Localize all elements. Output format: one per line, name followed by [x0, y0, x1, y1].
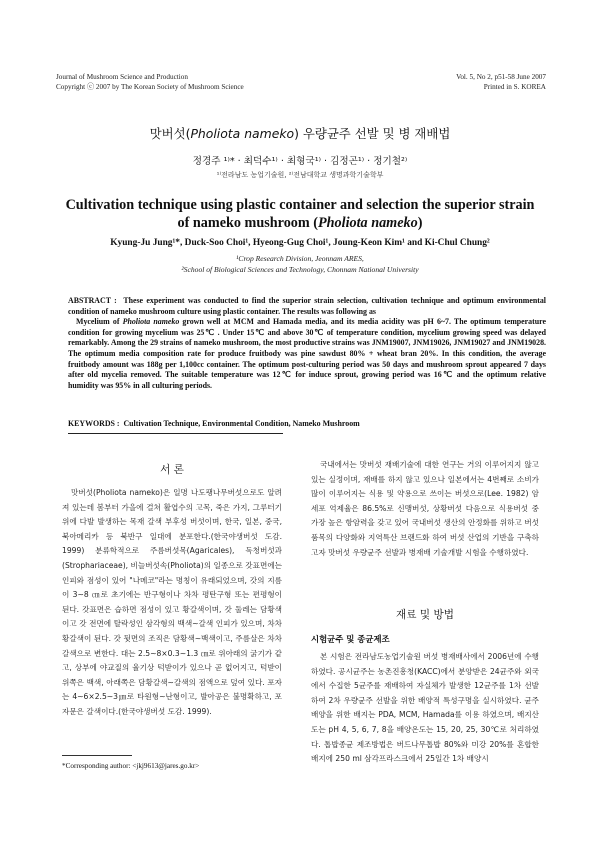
journal-header-left — [56, 72, 244, 92]
abstract-p2: grown well at MCM and Hamada media, and its media acidity was pH 6~7. The optimum temperature condition for growing mycelium was 25℃ . Under 15℃ and above 30℃ of temperature condition, mycelium growing speed was delayed remarkably. Among the 29 strains of nameko mushroom, the most productive strains was JNM19007, JNM19026, JNM19027 and JNM19028. The optimum media composition rate for produce fruitbody was pine sawdust 80% + wheat bran 20%. In this condition, the average fruitbody amount was 188g per 1,100cc container. The optimum post-culturing period was 50 days and mushroom sprout appeared 7 days after old mycelia removed. The suitable temperature was 12℃ for induce sprout, growing period was 16℃ and the optimum relative humidity was 95% in all culturing periods. — [68, 317, 546, 390]
volume-info: Vol. 5, No 2, p51-58 June 2007 — [456, 73, 546, 81]
abstract-species: Pholiota nameko — [122, 317, 180, 327]
korean-affiliation: ¹⁾전라남도 농업기술원, ²⁾전남대학교 생명과학기술학부 — [216, 171, 384, 179]
keywords-text: Cultivation Technique, Environmental Condition, Nameko Mushroom — [123, 419, 360, 428]
printed-in: Printed in S. KOREA — [483, 83, 546, 91]
english-title-species: Pholiota nameko — [317, 215, 418, 231]
methods-paragraph: 본 시험은 전라남도농업기술원 버섯 병재배사에서 2006년에 수행하였다. 공시균주는 농촌진흥청(KACC)에서 분양받은 24균주와 외국에서 수집한 5균주를 재배하여 자실체가 발생한 12균주를 1차 선발하여 2차 우량균주 선발을 위한 배양적 특성구명을 실시하였다. 균주배양을 위한 배지는 PDA, MCM, Hamada를 이용 하였으며, 배지산도는 pH 4, 5, 6, 7, 8을 배양온도는 15, 20, 25, 30℃로 처리하였다. 톱밥종균 제조방법은 버드나무톱밥 80%와 미강 20%를 혼합한 배지에 250 ml 삼각프라스크에서 25일간 1차 배양시 — [311, 652, 539, 764]
journal-name: Journal of Mushroom Science and Production — [56, 73, 188, 81]
keywords-label: KEYWORDS : — [68, 419, 120, 428]
intro-heading: 서 론 — [160, 464, 184, 476]
intro-paragraph: 맛버섯(Pholiota nameko)은 일명 나도팽나무버섯으로도 알려져 있는데 봄부터 가을에 걸쳐 활엽수의 고목, 죽은 가지, 그루터기 위에 다발 발생하는 목재 갈색 부후성 버섯이며, 한국, 일본, 중국, 북아메리카 등 북반구 일대에 분포한다.(한국야생버섯 도감. 1999) 분류학적으로 주름버섯목(Agaricales), 독청버섯과(Strophariaceae), 비늘버섯속(Pholiota)의 일종으로 갓표면에는 인피와 점성이 있어 "나메코"라는 명칭이 유래되었으며, 갓의 지름이 3~8 ㎝로 초기에는 반구형이나 차차 평탄구형 또는 편평형이 된다. 갓표면은 습하면 점성이 있고 황갈색이며, 갓 둘레는 담황색이고 갓 전면에 탈락성인 삼각형의 백색~갈색 인피가 있으며, 차차 황갈색이 된다. 갓 뒷면의 조직은 담황색~백색이고, 주름살은 차차 갈색으로 변한다. 대는 2.5~8×0.3~1.3 ㎝로 위아래의 굵기가 같고, 상부에 야교질의 율기상 턱받이가 있으나 곧 없어지고, 턱받이 위쪽은 백색, 아래쪽은 담황갈색~갈색의 점액으로 덮여 있다. 포자는 4~6×2.5~3㎛로 타원형~난형이고, 발아공은 불명확하고, 포자문은 갈색이다.(한국야생버섯 도감. 1999). — [62, 488, 282, 716]
korean-authors: 정경주 ¹⁾* · 최덕수¹⁾ · 최형국¹⁾ · 김정곤¹⁾ · 정기철²⁾ — [192, 156, 408, 167]
abstract: ABSTRACT : These experiment was conducted to find the superior strain selection, cultivation technique and optimum environmental condition of nameko mushroom culture using plastic container. The results was following as Mycelium of Pholiota nameko grown well at MCM and Hamada media, and its media acidity was pH 6~7. The optimum temperature condition for growing mycelium was 25℃ . Under 15℃ and above 30℃ of temperature condition, mycelium growing speed was delayed remarkably. Among the 29 strains of nameko mushroom, the most productive strains was JNM19007, JNM19026, JNM19027 and JNM19028. The optimum media composition rate for produce fruitbody was pine sawdust 80% + wheat bran 20%. In this condition, the average fruitbody amount was 188g per 1,100cc container. The optimum post-culturing period was 50 days and mushroom sprout appeared 7 days after old mycelia removed. The suitable temperature was 12℃ for induce sprout, growing period was 16℃ and the optimum relative humidity was 95% in all culturing periods. — [68, 296, 546, 390]
keywords — [68, 419, 546, 428]
abstract-label: ABSTRACT : — [68, 296, 117, 305]
abstract-p1: These experiment was conducted to find the superior strain selection, cultivation technique and optimum environmental condition of nameko mushroom culture using plastic container. The results was following as — [68, 296, 546, 316]
corresponding-author-footnote: *Corresponding author: <jkj9613@jares.go.kr> — [62, 762, 200, 770]
korean-title-species: Pholiota nameko — [190, 126, 295, 141]
journal-header-right — [456, 72, 546, 92]
right-column-methods — [311, 650, 539, 767]
right-column-top — [311, 458, 539, 560]
english-title: Cultivation technique using plastic container and selection the superior strain of nameko mushroom (Pholiota nameko) — [65, 197, 535, 231]
korean-title: 맛버섯(Pholiota nameko) 우량균주 선발 및 병 재배법 — [149, 126, 451, 141]
methods-subheading: 시험균주 및 종균제조 — [311, 634, 390, 644]
intro-paragraph-continued: 국내에서는 맛버섯 재배기술에 대한 연구는 거의 이루어지지 않고 있는 실정이며, 재배를 하지 않고 있으나 일본에서는 4번째로 소비가 많이 이루어지는 식용 및 약용으로 쓰이는 버섯으로(Lee. 1982) 암세포 억제율은 86.5%로 신맹버섯, 상황버섯 다음으로 식용버섯 중 가장 높은 항암력을 갖고 있어 국내버섯 생산의 안정화를 위하고 버섯 품목의 다양화와 지역특산 브랜드화 하여 버섯 산업의 기반을 구축하고자 맛버섯 우량균주 선발과 병재배 기술개발 시험을 수행하였다. — [311, 460, 539, 557]
left-column — [62, 486, 282, 720]
english-authors: Kyung-Ju Jung¹*, Duck-Soo Choi¹, Hyeong-Gug Choi¹, Joung-Keon Kim¹ and Ki-Chul Chung² — [110, 238, 490, 248]
footnote-divider — [62, 755, 132, 756]
keywords-divider — [68, 433, 283, 434]
methods-heading: 재료 및 방법 — [396, 609, 454, 621]
english-affiliation: ¹Crop Research Division, Jeonnam ARES, ²School of Biological Sciences and Technology, Chonnam National University — [181, 254, 419, 274]
copyright-line: Copyright ⓒ 2007 by The Korean Society of Mushroom Science — [56, 83, 244, 91]
